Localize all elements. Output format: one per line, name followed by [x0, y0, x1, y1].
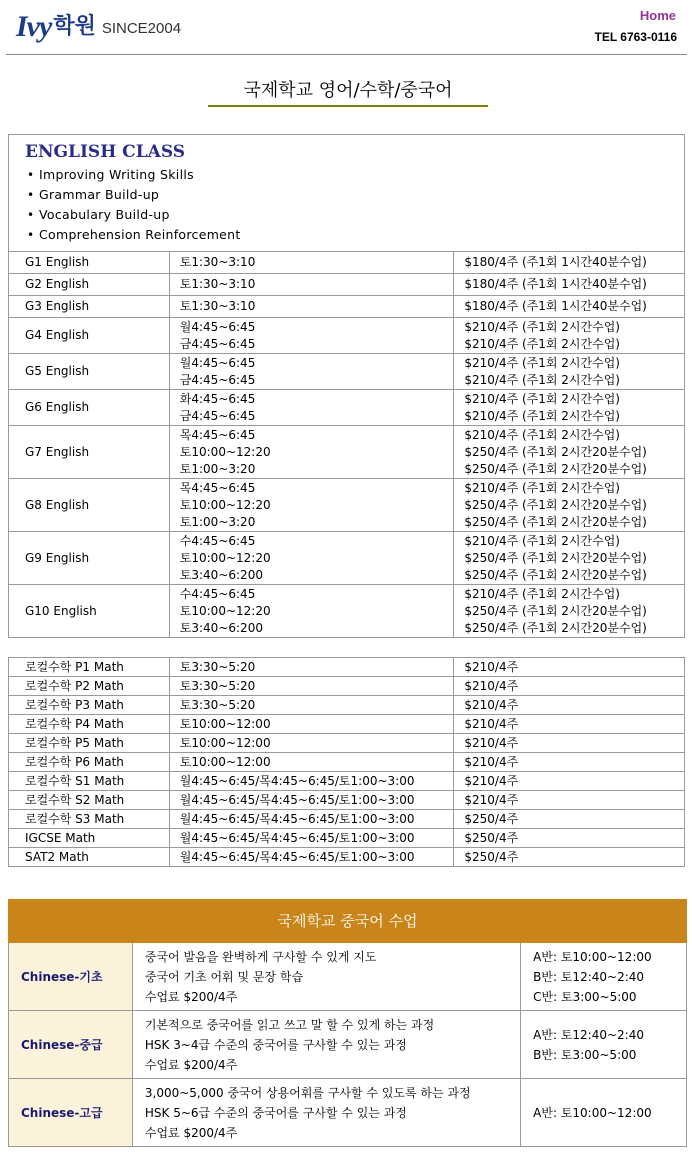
chinese-description-line: 중국어 기초 어휘 및 문장 학습	[144, 969, 304, 984]
math-class-row	[9, 677, 685, 696]
chinese-description-line: 기본적으로 중국어를 읽고 쓰고 말 할 수 있게 하는 과정	[144, 1017, 435, 1032]
chinese-schedule-line: A반: 토10:00~12:00	[533, 949, 652, 964]
english-class-row	[9, 390, 685, 426]
class-time-cell	[169, 585, 454, 638]
class-time-cell: 토3:30~5:20	[169, 696, 454, 715]
class-price: $210/4주 (주1회 2시간수업)	[464, 533, 620, 548]
class-price-cell	[454, 532, 685, 585]
class-time: 토10:00~12:20	[179, 550, 271, 565]
chinese-header-row	[9, 900, 687, 943]
class-name-cell: G5 English	[9, 354, 170, 390]
phone-number: TEL 6763-0116	[594, 30, 677, 44]
chinese-description-cell	[132, 943, 520, 1011]
chinese-schedule-line: A반: 토10:00~12:00	[533, 1105, 652, 1120]
class-name-cell: SAT2 Math	[9, 848, 170, 867]
class-name-cell: G10 English	[9, 585, 170, 638]
class-price: $250/4주 (주1회 2시간20분수업)	[464, 497, 647, 512]
english-class-row	[9, 426, 685, 479]
class-time-cell	[169, 479, 454, 532]
chinese-level-cell: Chinese-고급	[9, 1079, 133, 1147]
logo-hagwon-text: 학원	[53, 14, 96, 39]
chinese-description-line: HSK 5~6급 수준의 중국어를 구사할 수 있는 과정	[144, 1105, 407, 1120]
class-price: $210/4주 (주1회 2시간수업)	[464, 355, 620, 370]
chinese-description-cell	[132, 1079, 520, 1147]
english-class-row	[9, 274, 685, 296]
chinese-description-line: 수업료 $200/4주	[144, 989, 238, 1004]
math-class-row	[9, 658, 685, 677]
class-time: 화4:45~6:45	[179, 391, 256, 406]
class-time-cell	[169, 390, 454, 426]
class-time-cell: 월4:45~6:45/목4:45~6:45/토1:00~3:00	[169, 848, 454, 867]
class-price: $250/4주 (주1회 2시간20분수업)	[464, 550, 647, 565]
english-goal-item: • Grammar Build-up	[27, 185, 684, 205]
class-name-cell: IGCSE Math	[9, 829, 170, 848]
english-goal-item: • Vocabulary Build-up	[27, 205, 684, 225]
class-price: $210/4주 (주1회 2시간수업)	[464, 391, 620, 406]
class-time: 금4:45~6:45	[179, 336, 256, 351]
class-price: $180/4주 (주1회 1시간40분수업)	[464, 277, 647, 291]
class-name-cell: 로컬수학 P3 Math	[9, 696, 170, 715]
class-time: 목4:45~6:45	[179, 427, 256, 442]
class-name-cell: 로컬수학 S3 Math	[9, 810, 170, 829]
chinese-schedule-line: B반: 토3:00~5:00	[533, 1047, 637, 1062]
class-time-cell: 토3:30~5:20	[169, 677, 454, 696]
class-price-cell	[454, 274, 685, 296]
math-class-row	[9, 791, 685, 810]
class-name-cell: G2 English	[9, 274, 170, 296]
chinese-schedule-line: C반: 토3:00~5:00	[533, 989, 637, 1004]
class-time: 토1:30~3:10	[179, 277, 256, 291]
class-time-cell	[169, 318, 454, 354]
class-time-cell: 월4:45~6:45/목4:45~6:45/토1:00~3:00	[169, 772, 454, 791]
math-class-row	[9, 734, 685, 753]
class-name-cell: 로컬수학 P6 Math	[9, 753, 170, 772]
class-price-cell: $210/4주	[454, 734, 685, 753]
english-class-row	[9, 354, 685, 390]
chinese-description-line: 중국어 발음을 완벽하게 구사할 수 있게 지도	[144, 949, 377, 964]
class-time: 토1:30~3:10	[179, 299, 256, 313]
chinese-class-row	[9, 1011, 687, 1079]
class-time-cell: 토10:00~12:00	[169, 715, 454, 734]
class-price: $210/4주 (주1회 2시간수업)	[464, 319, 620, 334]
class-name-cell: 로컬수학 S1 Math	[9, 772, 170, 791]
class-time: 토1:00~3:20	[179, 514, 256, 529]
math-class-row	[9, 810, 685, 829]
class-name-cell: G6 English	[9, 390, 170, 426]
math-class-row	[9, 696, 685, 715]
class-price: $210/4주 (주1회 2시간수업)	[464, 586, 620, 601]
class-price-cell	[454, 585, 685, 638]
english-class-table	[8, 134, 685, 638]
english-goals-list	[25, 165, 684, 245]
chinese-schedule-line: B반: 토12:40~2:40	[533, 969, 645, 984]
class-name-cell: 로컬수학 P5 Math	[9, 734, 170, 753]
class-time-cell	[169, 296, 454, 318]
class-time-cell	[169, 532, 454, 585]
header-divider	[6, 54, 687, 55]
class-price: $210/4주 (주1회 2시간수업)	[464, 480, 620, 495]
chinese-class-row	[9, 1079, 687, 1147]
class-time-cell: 월4:45~6:45/목4:45~6:45/토1:00~3:00	[169, 791, 454, 810]
chinese-schedule-cell	[521, 1079, 687, 1147]
class-price-cell: $250/4주	[454, 810, 685, 829]
class-time: 토3:40~6:200	[179, 567, 263, 582]
english-class-title: ENGLISH CLASS	[25, 142, 186, 162]
class-time-cell: 월4:45~6:45/목4:45~6:45/토1:00~3:00	[169, 810, 454, 829]
class-time: 토1:00~3:20	[179, 461, 256, 476]
class-price: $250/4주 (주1회 2시간20분수업)	[464, 514, 647, 529]
class-name-cell: G7 English	[9, 426, 170, 479]
english-goal-item: • Improving Writing Skills	[27, 165, 684, 185]
math-class-row	[9, 753, 685, 772]
chinese-description-line: HSK 3~4급 수준의 중국어를 구사할 수 있는 과정	[144, 1037, 407, 1052]
chinese-description-line: 수업료 $200/4주	[144, 1057, 238, 1072]
chinese-class-row	[9, 943, 687, 1011]
class-time: 토10:00~12:20	[179, 444, 271, 459]
class-price-cell	[454, 354, 685, 390]
chinese-schedule-cell	[521, 943, 687, 1011]
title-underline	[208, 105, 488, 107]
class-time-cell	[169, 354, 454, 390]
english-class-row	[9, 532, 685, 585]
class-time: 월4:45~6:45	[179, 355, 256, 370]
class-price: $250/4주 (주1회 2시간20분수업)	[464, 444, 647, 459]
english-class-row	[9, 585, 685, 638]
class-time: 수4:45~6:45	[179, 586, 256, 601]
class-name-cell: 로컬수학 P2 Math	[9, 677, 170, 696]
math-class-row	[9, 715, 685, 734]
logo-since-text: SINCE2004	[101, 20, 182, 37]
english-intro-row	[9, 135, 685, 252]
site-header	[0, 0, 692, 54]
class-price-cell	[454, 252, 685, 274]
page-title: 국제학교 영어/수학/중국어	[243, 80, 453, 101]
class-price-cell: $210/4주	[454, 658, 685, 677]
class-price: $250/4주 (주1회 2시간20분수업)	[464, 461, 647, 476]
class-time-cell	[169, 252, 454, 274]
class-name-cell: G8 English	[9, 479, 170, 532]
class-price-cell	[454, 426, 685, 479]
class-time-cell	[169, 274, 454, 296]
math-class-table	[8, 657, 685, 867]
class-price: $180/4주 (주1회 1시간40분수업)	[464, 255, 647, 269]
class-time-cell: 토3:30~5:20	[169, 658, 454, 677]
class-name-cell: G9 English	[9, 532, 170, 585]
home-link[interactable]: Home	[639, 8, 676, 23]
class-price-cell: $250/4주	[454, 829, 685, 848]
english-class-row	[9, 296, 685, 318]
class-price: $210/4주 (주1회 2시간수업)	[464, 372, 620, 387]
class-price-cell: $210/4주	[454, 677, 685, 696]
class-name-cell: G1 English	[9, 252, 170, 274]
chinese-level-cell: Chinese-기초	[9, 943, 133, 1011]
logo-ivy-text: Ivy	[16, 10, 52, 43]
class-price-cell	[454, 479, 685, 532]
class-time: 월4:45~6:45	[179, 319, 256, 334]
math-class-row	[9, 772, 685, 791]
class-price-cell	[454, 318, 685, 354]
class-price-cell	[454, 390, 685, 426]
class-time: 토10:00~12:20	[179, 497, 271, 512]
class-price-cell: $250/4주	[454, 848, 685, 867]
english-intro-cell	[9, 135, 685, 252]
class-price: $250/4주 (주1회 2시간20분수업)	[464, 567, 647, 582]
english-class-row	[9, 252, 685, 274]
english-class-row	[9, 479, 685, 532]
class-price: $210/4주 (주1회 2시간수업)	[464, 408, 620, 423]
class-name-cell: 로컬수학 P4 Math	[9, 715, 170, 734]
class-price: $210/4주 (주1회 2시간수업)	[464, 336, 620, 351]
chinese-description-line: 수업료 $200/4주	[144, 1125, 238, 1140]
class-price-cell	[454, 296, 685, 318]
class-name-cell: G4 English	[9, 318, 170, 354]
class-time: 토1:30~3:10	[179, 255, 256, 269]
ivy-academy-logo[interactable]	[16, 10, 182, 43]
class-time-cell	[169, 426, 454, 479]
class-price-cell: $210/4주	[454, 696, 685, 715]
math-class-row	[9, 829, 685, 848]
class-time-cell: 토10:00~12:00	[169, 753, 454, 772]
class-name-cell: 로컬수학 S2 Math	[9, 791, 170, 810]
chinese-class-table	[8, 899, 687, 1147]
class-time: 수4:45~6:45	[179, 533, 256, 548]
class-price-cell: $210/4주	[454, 715, 685, 734]
class-time: 목4:45~6:45	[179, 480, 256, 495]
chinese-description-cell	[132, 1011, 520, 1079]
class-price-cell: $210/4주	[454, 772, 685, 791]
math-class-row	[9, 848, 685, 867]
class-price-cell: $210/4주	[454, 791, 685, 810]
class-time-cell: 토10:00~12:00	[169, 734, 454, 753]
class-name-cell: G3 English	[9, 296, 170, 318]
english-goal-item: • Comprehension Reinforcement	[27, 225, 684, 245]
class-price: $180/4주 (주1회 1시간40분수업)	[464, 299, 647, 313]
class-price: $210/4주 (주1회 2시간수업)	[464, 427, 620, 442]
class-price: $250/4주 (주1회 2시간20분수업)	[464, 603, 647, 618]
class-name-cell: 로컬수학 P1 Math	[9, 658, 170, 677]
class-time: 금4:45~6:45	[179, 372, 256, 387]
class-time: 토10:00~12:20	[179, 603, 271, 618]
class-time: 금4:45~6:45	[179, 408, 256, 423]
chinese-schedule-line: A반: 토12:40~2:40	[533, 1027, 644, 1042]
chinese-description-line: 3,000~5,000 중국어 상용어휘를 구사할 수 있도록 하는 과정	[144, 1085, 471, 1100]
class-time: 토3:40~6:200	[179, 620, 263, 635]
class-time-cell: 월4:45~6:45/목4:45~6:45/토1:00~3:00	[169, 829, 454, 848]
class-price-cell: $210/4주	[454, 753, 685, 772]
class-price: $250/4주 (주1회 2시간20분수업)	[464, 620, 647, 635]
chinese-table-title: 국제학교 중국어 수업	[9, 900, 687, 943]
english-class-row	[9, 318, 685, 354]
chinese-level-cell: Chinese-중급	[9, 1011, 133, 1079]
chinese-schedule-cell	[521, 1011, 687, 1079]
